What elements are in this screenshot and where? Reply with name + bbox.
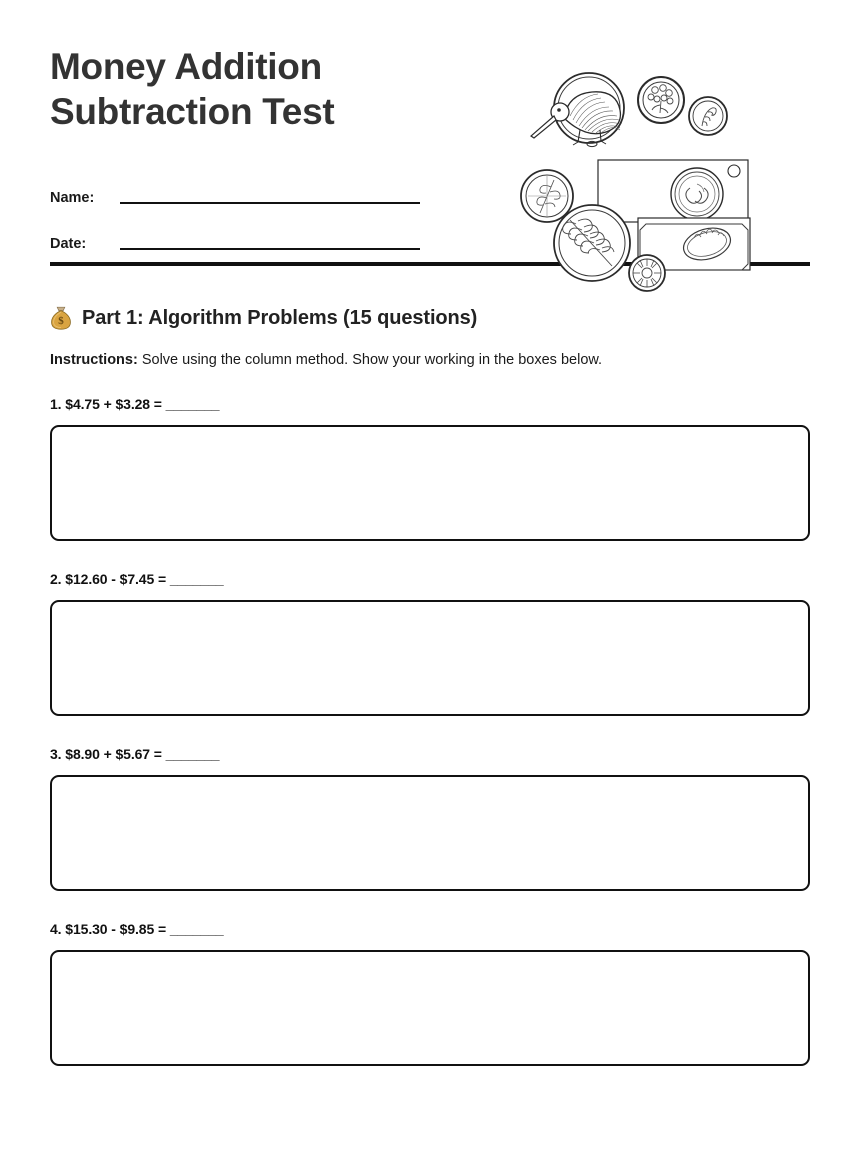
name-field-label: Name: <box>50 190 95 207</box>
student-fields <box>50 162 470 254</box>
answer-box-1[interactable] <box>50 425 810 541</box>
answer-box-2[interactable] <box>50 600 810 716</box>
date-input-line[interactable] <box>120 247 420 250</box>
date-field-label: Date: <box>50 236 87 253</box>
question-text-2: 2. $12.60 - $7.45 = _______ <box>50 571 224 588</box>
answer-box-3[interactable] <box>50 775 810 891</box>
sunburst-coin-icon <box>629 255 665 291</box>
date-field-row <box>50 208 470 254</box>
answer-box-4[interactable] <box>50 950 810 1066</box>
money-bag-icon <box>50 306 72 330</box>
part-1-header <box>50 306 810 330</box>
name-input-line[interactable] <box>120 201 420 204</box>
instructions-body: Solve using the column method. Show your working in the boxes below. <box>141 352 603 368</box>
coins-and-banknotes-illustration <box>520 68 770 298</box>
svg-text:$: $ <box>58 315 64 328</box>
instructions-text <box>50 350 810 370</box>
kiwi-bird-coin-icon <box>531 73 624 147</box>
name-field-row <box>50 162 470 208</box>
question-block-2 <box>50 571 810 716</box>
question-block-4 <box>50 921 810 1066</box>
banknote-large-icon <box>598 160 748 222</box>
fern-frond-coin-icon <box>689 97 727 135</box>
question-block-1 <box>50 396 810 541</box>
question-block-3 <box>50 746 810 891</box>
question-text-3: 3. $8.90 + $5.67 = _______ <box>50 746 220 763</box>
leafy-branch-coin-icon <box>521 170 573 222</box>
question-list <box>50 396 810 1066</box>
page-title <box>50 44 470 134</box>
instructions-lead: Instructions: <box>50 352 138 368</box>
question-text-1: 1. $4.75 + $3.28 = _______ <box>50 396 220 413</box>
part-1-title: Part 1: Algorithm Problems (15 questions) <box>82 306 478 329</box>
flower-coin-icon <box>638 77 684 123</box>
question-text-4: 4. $15.30 - $9.85 = _______ <box>50 921 224 938</box>
worksheet-header <box>50 0 810 262</box>
page-title-line-2: Subtraction Test <box>50 91 335 133</box>
page-title-line-1: Money Addition <box>50 46 322 87</box>
fern-leaf-coin-icon <box>554 205 630 281</box>
